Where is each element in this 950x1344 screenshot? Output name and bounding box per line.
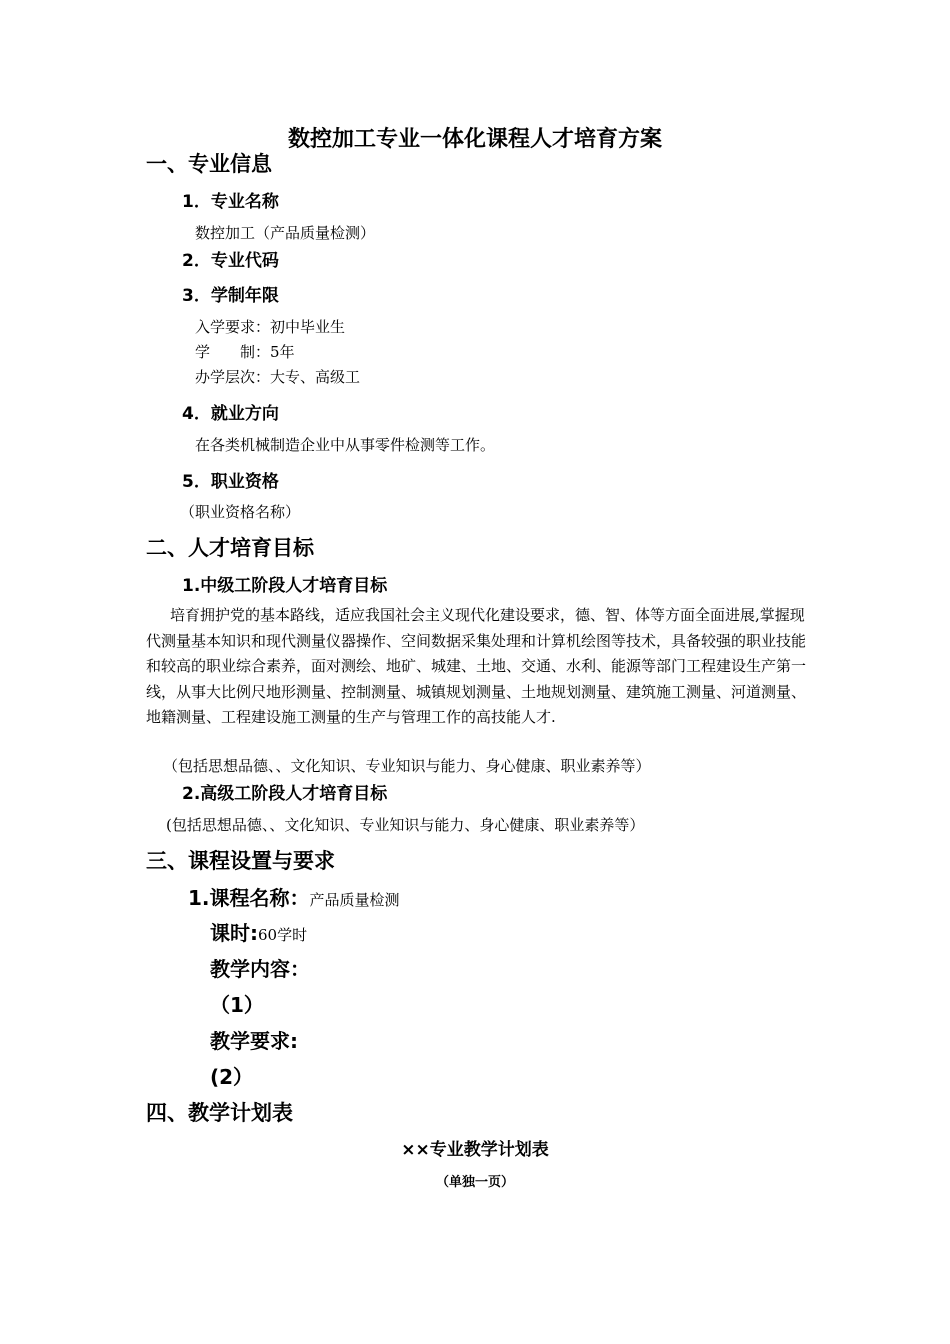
school-level-label: 办学层次： <box>195 368 271 386</box>
section-heading-courses: 三、课程设置与要求 <box>146 849 335 873</box>
entry-requirement-value: 初中毕业生 <box>270 318 346 336</box>
teaching-plan-table-title: ××专业教学计划表 <box>401 1140 549 1160</box>
career-direction-value: 在各类机械制造企业中从事零件检测等工作。 <box>195 436 496 454</box>
course-name-row <box>188 882 400 911</box>
intermediate-goals-note: （包括思想品德、、文化知识、专业知识与能力、身心健康、职业素养等） <box>163 757 651 775</box>
school-system-row <box>195 341 295 362</box>
course-name-value: 产品质量检测 <box>309 891 400 909</box>
school-level-value: 大专、高级工 <box>270 368 361 386</box>
teaching-plan-table-note: （单独一页） <box>435 1175 514 1190</box>
heading-qualification: 5．职业资格 <box>182 472 279 492</box>
section-heading-teaching-plan: 四、教学计划表 <box>146 1101 293 1125</box>
qualification-value: （职业资格名称） <box>180 503 301 521</box>
entry-requirement-row <box>195 316 345 337</box>
course-hours-value: 60学时 <box>258 926 308 944</box>
school-system-label-b: 制： <box>240 343 271 361</box>
intermediate-goals-paragraph: 培育拥护党的基本路线，适应我国社会主义现代化建设要求，德、智、体等方面全面进展,掌握现代测量基本知识和现代测量仪器操作、空间数据采集处理和计算机绘图等技术，具备较强的职业技能和较高的职业综合素养，面对测绘、地矿、城建、土地、交通、水利、能源等部门工程建设生产第一线，从事大比例尺地形测量、控制测量、城镇规划测量、土地规划测量、建筑施工测量、河道测量、地籍测量、工程建设施工测量的生产与管理工作的高技能人才. <box>146 606 807 726</box>
heading-advanced-goals: 2.高级工阶段人才培育目标 <box>182 784 388 804</box>
course-hours-label: 课时: <box>210 921 258 945</box>
entry-requirement-label: 入学要求： <box>195 318 271 336</box>
heading-duration: 3．学制年限 <box>182 286 279 306</box>
advanced-goals-note: (包括思想品德、、文化知识、专业知识与能力、身心健康、职业素养等） <box>166 816 645 834</box>
teaching-content-label: 教学内容： <box>210 957 310 981</box>
document-title: 数控加工专业一体化课程人才培育方案 <box>287 126 662 152</box>
specialty-name-value: 数控加工（产品质量检测） <box>195 224 376 242</box>
section-heading-specialty-info: 一、专业信息 <box>146 152 272 176</box>
school-system-label-a: 学 <box>195 343 211 361</box>
heading-intermediate-goals: 1.中级工阶段人才培育目标 <box>182 576 388 596</box>
section-heading-training-goals: 二、人才培育目标 <box>146 536 314 560</box>
school-system-value: 5年 <box>270 343 295 361</box>
heading-specialty-name: 1．专业名称 <box>182 192 279 212</box>
course-hours-row <box>210 917 307 946</box>
teaching-requirement-item-2: (2） <box>210 1065 254 1089</box>
teaching-requirement-label: 教学要求: <box>210 1029 298 1053</box>
course-name-label: 1.课程名称： <box>188 886 310 910</box>
teaching-content-item-1: （1） <box>210 993 264 1017</box>
heading-specialty-code: 2．专业代码 <box>182 251 279 271</box>
school-level-row <box>195 366 360 387</box>
heading-career-direction: 4．就业方向 <box>182 404 279 424</box>
